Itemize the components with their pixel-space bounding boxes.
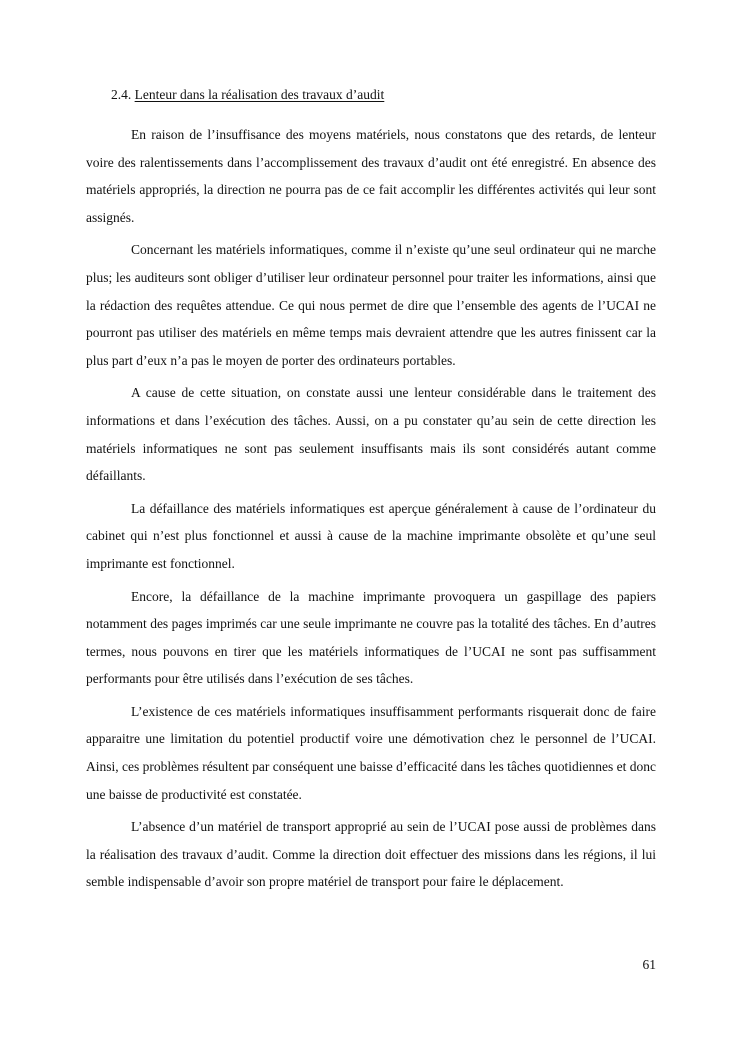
paragraph: Encore, la défaillance de la machine imprimante provoquera un gaspillage des papiers notamment des pages imprimés car une seule imprimante ne couvre pas la totalité des tâches. En d’autres termes, nous pouvons en tirer que les matériels informatiques de l’UCAI ne sont pas suffisamment performants pour être utilisés dans l’exécution de ses tâches. <box>86 588 656 687</box>
paragraph: La défaillance des matériels informatiques est aperçue généralement à cause de l’ordinateur du cabinet qui n’est plus fonctionnel et aussi à cause de la machine imprimante obsolète et qu’une seul imprimante est fonctionnel. <box>86 500 656 571</box>
paragraph: A cause de cette situation, on constate aussi une lenteur considérable dans le traitement des informations et dans l’exécution des tâches. Aussi, on a pu constater qu’au sein de cette direction les matériels informatiques ne sont pas seulement insuffisants mais ils sont considérés autant comme défaillants. <box>86 385 656 484</box>
page-number: 61 <box>642 957 656 972</box>
body-text <box>86 121 656 901</box>
paragraph: En raison de l’insuffisance des moyens matériels, nous constatons que des retards, de lenteur voire des ralentissements dans l’accomplissement des travaux d’audit ont été enregistré. En absence des matériels appropriés, la direction ne pourra pas de ce fait accomplir les différentes activités qui leur sont assignés. <box>86 127 656 225</box>
paragraph: Concernant les matériels informatiques, comme il n’existe qu’une seul ordinateur qui ne marche plus; les auditeurs sont obliger d’utiliser leur ordinateur personnel pour traiter les informations, ainsi que la rédaction des requêtes attendue. Ce qui nous permet de dire que l’ensemble des agents de l’UCAI ne pourront pas utiliser des matériels en même temps mais devraient attendre que les autres finissent car la plus part d’eux n’a pas le moyen de porter des ordinateurs portables. <box>86 242 656 368</box>
section-number: 2.4. <box>111 87 132 102</box>
section-heading <box>111 85 384 105</box>
section-title: Lenteur dans la réalisation des travaux d’audit <box>134 87 385 102</box>
paragraph: L’existence de ces matériels informatiques insuffisamment performants risquerait donc de faire apparaitre une limitation du potentiel productif voire une démotivation chez le personnel de l’UCAI. Ainsi, ces problèmes résultent par conséquent une baisse d’efficacité dans les tâches quotidiennes et donc une baisse de productivité est constatée. <box>86 703 656 802</box>
paragraph: L’absence d’un matériel de transport approprié au sein de l’UCAI pose aussi de problèmes dans la réalisation des travaux d’audit. Comme la direction doit effectuer des missions dans les régions, il lui semble indispensable d’avoir son propre matériel de transport pour faire le déplacement. <box>86 819 656 890</box>
